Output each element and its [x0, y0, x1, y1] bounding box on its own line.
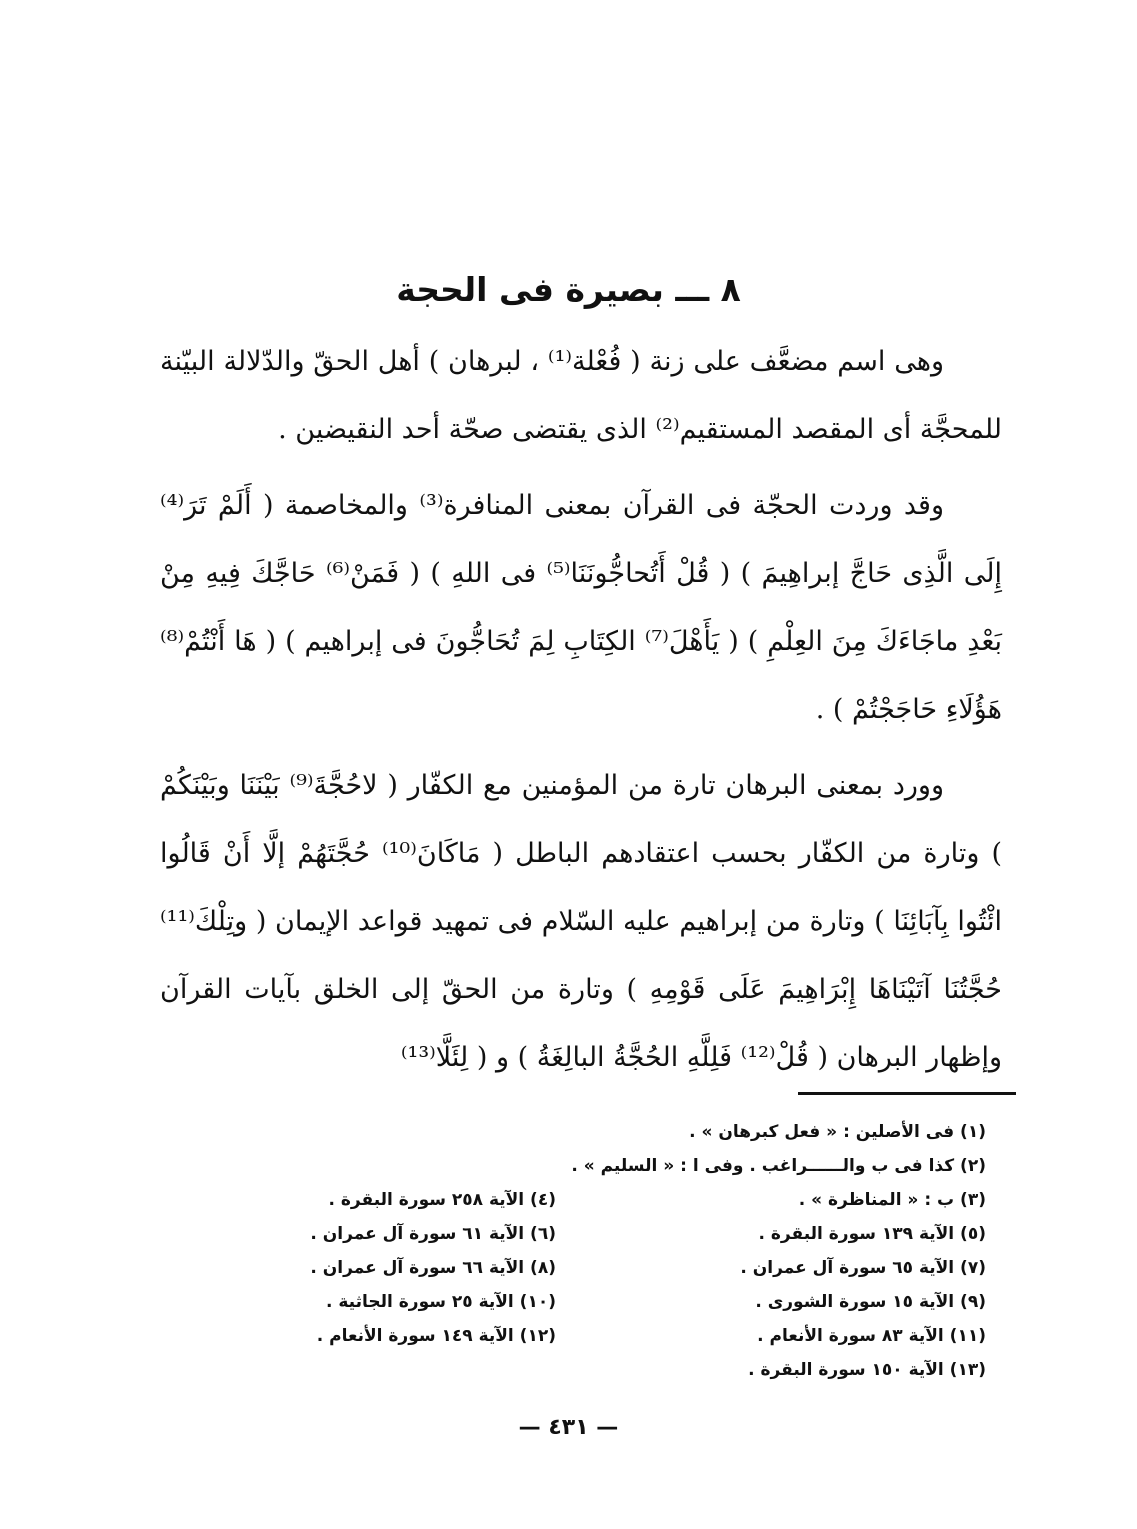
footnote-10: (١٠) الآية ٢٥ سورة الجاثية . [326, 1292, 556, 1312]
footnote-1: (١) فى الأصلين : « فعل كبرهان » . [689, 1122, 986, 1142]
paragraph-1: وهى اسم مضعَّف على زنة ( فُعْلة⁽¹⁾ ، لبرهان ) أهل الحقّ والدّلالة البيّنة للمحجَّة أى المقصد المستقيم⁽²⁾ الذى يقتضى صحّة أحد النقيضين . [160, 346, 1002, 445]
footnote-3: (٣) ب : « المناظرة » . [798, 1190, 986, 1210]
footnote-2: (٢) كذا فى ب والــــــراغب . وفى ا : « السليم » . [571, 1156, 986, 1176]
footnote-8: (٨) الآية ٦٦ سورة آل عمران . [310, 1258, 556, 1278]
footnote-5: (٥) الآية ١٣٩ سورة البقرة . [758, 1224, 986, 1244]
body-text [160, 328, 1002, 1092]
footnote-12: (١٢) الآية ١٤٩ سورة الأنعام . [316, 1326, 556, 1346]
footnote-9: (٩) الآية ١٥ سورة الشورى . [755, 1292, 986, 1312]
chapter-title: ٨ ـــ بصيرة فى الحجة [396, 270, 741, 310]
footnote-11: (١١) الآية ٨٣ سورة الأنعام . [757, 1326, 986, 1346]
page-number: — ٤٣١ — [518, 1415, 619, 1440]
footnote-13: (١٣) الآية ١٥٠ سورة البقرة . [748, 1360, 986, 1380]
footnote-6: (٦) الآية ٦١ سورة آل عمران . [310, 1224, 556, 1244]
footnote-divider [798, 1092, 1016, 1095]
footnotes [160, 1122, 986, 1394]
paragraph-3: وورد بمعنى البرهان تارة من المؤمنين مع الكفّار ( لاحُجَّةَ⁽⁹⁾ بَيْنَنَا وبَيْنَكُمْ ) وتارة من الكفّار بحسب اعتقادهم الباطل ( مَاكَانَ⁽¹⁰⁾ حُجَّتَهُمْ إلَّا أَنْ قَالُوا ائْتُوا بِآبَائِنَا ) وتارة من إبراهيم عليه السّلام فى تمهيد قواعد الإيمان ( وتِلْكَ⁽¹¹⁾ حُجَّتُنَا آتَيْنَاهَا إِبْرَاهِيمَ عَلَى قَوْمِهِ ) وتارة من الحقّ إلى الخلق بآيات القرآن وإظهار البرهان ( قُلْ⁽¹²⁾ فَلِلَّهِ الحُجَّةُ البالِغَةُ ) و ( لِئَلَّا⁽¹³⁾ [160, 770, 1002, 1073]
paragraph-2: وقد وردت الحجّة فى القرآن بمعنى المنافرة⁽³⁾ والمخاصمة ( أَلَمْ تَرَ⁽⁴⁾ إِلَى الَّذِى حَاجَّ إبراهِيمَ ) ( قُلْ أَتُحاجُّونَنَا⁽⁵⁾ فى اللهِ ) ( فَمَنْ⁽⁶⁾ حَاجَّكَ فِيهِ مِنْ بَعْدِ ماجَاءَكَ مِنَ العِلْمِ ) ( يَأَهْلَ⁽⁷⁾ الكِتَابِ لِمَ تُحَاجُّونَ فى إبراهيم ) ( هَا أَنْتُمْ⁽⁸⁾ هَؤُلَاءِ حَاجَجْتُمْ ) . [160, 490, 1002, 725]
footnote-4: (٤) الآية ٢٥٨ سورة البقرة . [328, 1190, 556, 1210]
footnote-7: (٧) الآية ٦٥ سورة آل عمران . [740, 1258, 986, 1278]
